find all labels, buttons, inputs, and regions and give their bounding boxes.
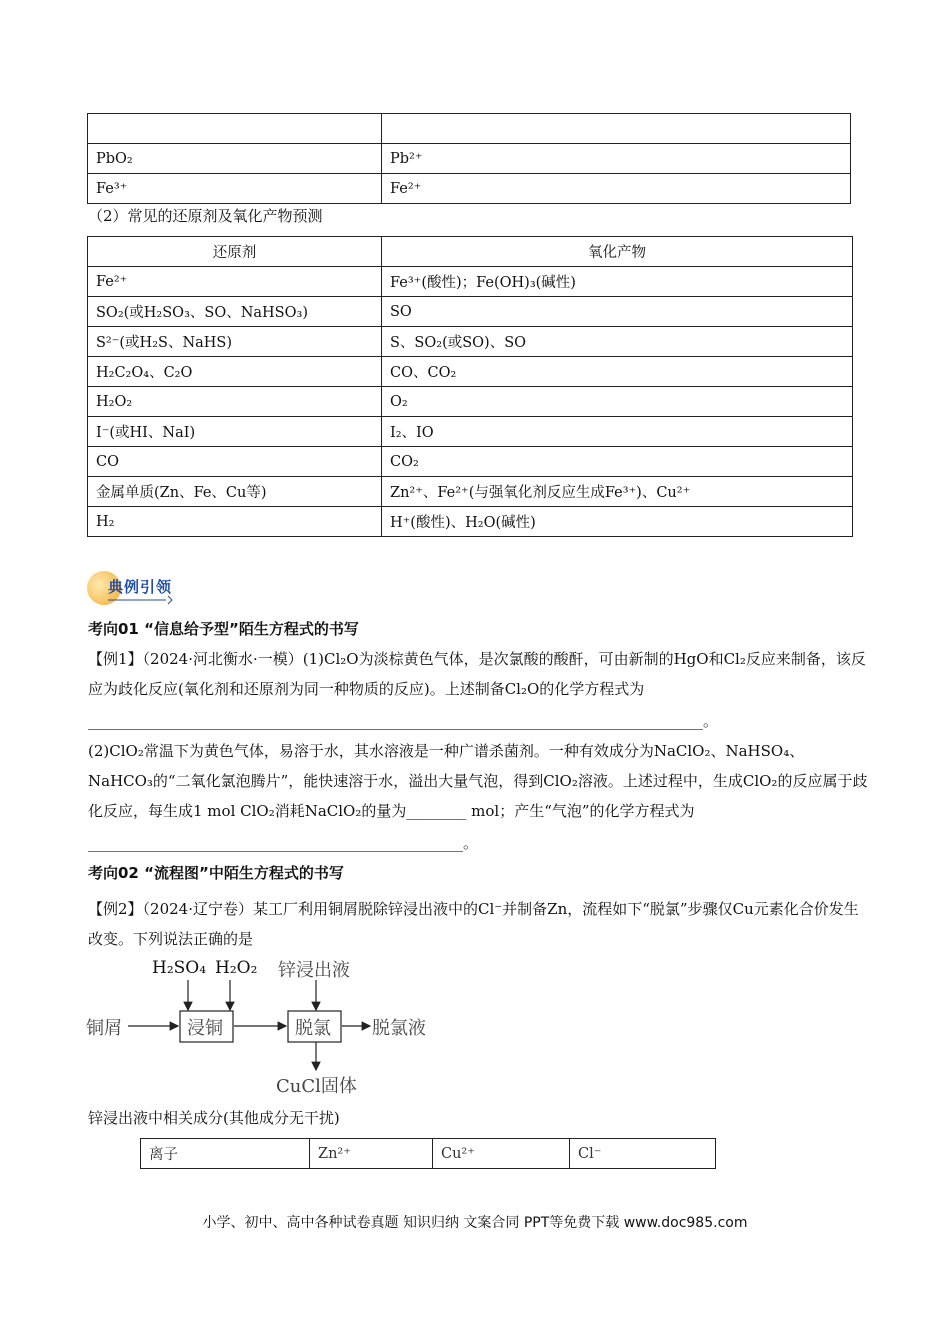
table-cell: Pb²⁺ bbox=[382, 144, 851, 174]
ion-table bbox=[140, 1138, 716, 1169]
table-cell: I₂、IO bbox=[382, 417, 853, 447]
oxidant-product-table-tail bbox=[87, 113, 851, 204]
table-row bbox=[141, 1139, 716, 1169]
column-header: 还原剂 bbox=[88, 237, 382, 267]
table-cell: Fe³⁺(酸性)；Fe(OH)₃(碱性) bbox=[382, 267, 853, 297]
table-row bbox=[88, 114, 851, 144]
reagent-label: H₂SO₄ bbox=[152, 958, 207, 978]
table-cell: CO、CO₂ bbox=[382, 357, 853, 387]
table-cell: Cl⁻ bbox=[570, 1139, 716, 1169]
process-flow-diagram bbox=[80, 952, 480, 1102]
table-cell: H⁺(酸性)、H₂O(碱性) bbox=[382, 507, 853, 537]
table-cell: H₂C₂O₄、C₂O bbox=[88, 357, 382, 387]
table-row bbox=[88, 297, 853, 327]
table-row bbox=[88, 447, 853, 477]
answer-blank: __________________________________________________。 bbox=[88, 834, 479, 852]
table-cell: H₂O₂ bbox=[88, 387, 382, 417]
table-cell: SO bbox=[382, 297, 853, 327]
example1-part2-text: (2)ClO₂常温下为黄色气体，易溶于水，其水溶液是一种广谱杀菌剂。一种有效成分为NaClO₂、NaHSO₄、NaHCO₃的“二氧化氯泡腾片”，能快速溶于水，溢出大量气泡，得到ClO₂溶液。上述过程中，生成ClO₂的反应属于歧化反应，每生成1 mol ClO₂消耗NaClO₂的量为________ mol；产生“气泡”的化学方程式为 bbox=[88, 742, 868, 820]
section-heading: 考向02 “流程图”中陌生方程式的书写 bbox=[88, 864, 344, 882]
table-cell: CO₂ bbox=[382, 447, 853, 477]
table-cell: Zn²⁺、Fe²⁺(与强氧化剂反应生成Fe³⁺)、Cu²⁺ bbox=[382, 477, 853, 507]
table-cell: 离子 bbox=[141, 1139, 310, 1169]
table-row bbox=[88, 417, 853, 447]
table-row bbox=[88, 267, 853, 297]
table-cell: Fe²⁺ bbox=[88, 267, 382, 297]
table-cell: O₂ bbox=[382, 387, 853, 417]
table-row bbox=[88, 387, 853, 417]
example1-text: 【例1】（2024·河北衡水·一模）(1)Cl₂O为淡棕黄色气体，是次氯酸的酸酐，可由新制的HgO和Cl₂反应来制备，该反应为歧化反应(氧化剂和还原剂为同一种物质的反应)。上述制备Cl₂O的化学方程式为 bbox=[88, 650, 866, 698]
reductant-product-table bbox=[87, 236, 853, 537]
table-cell: Fe³⁺ bbox=[88, 174, 382, 204]
table-cell: I⁻(或HI、NaI) bbox=[88, 417, 382, 447]
table-cell: Zn²⁺ bbox=[310, 1139, 433, 1169]
table-cell: S²⁻(或H₂S、NaHS) bbox=[88, 327, 382, 357]
input-label: 铜屑 bbox=[86, 1018, 122, 1039]
table-row bbox=[88, 144, 851, 174]
table-row bbox=[88, 327, 853, 357]
output-label: CuCl固体 bbox=[276, 1076, 357, 1097]
table-cell: Fe²⁺ bbox=[382, 174, 851, 204]
process-step: 浸铜 bbox=[187, 1018, 223, 1039]
example-badge bbox=[86, 570, 178, 606]
table-cell: S、SO₂(或SO)、SO bbox=[382, 327, 853, 357]
table-header-row bbox=[88, 237, 853, 267]
table-cell: CO bbox=[88, 447, 382, 477]
table-cell bbox=[88, 114, 382, 144]
example2-text: 【例2】（2024·辽宁卷）某工厂利用铜屑脱除锌浸出液中的Cl⁻并制备Zn，流程如下“脱氯”步骤仅Cu元素化合价发生改变。下列说法正确的是 bbox=[88, 900, 859, 948]
reagent-label: 锌浸出液 bbox=[278, 960, 350, 981]
output-label: 脱氯液 bbox=[372, 1018, 426, 1039]
page-footer: 小学、初中、高中各种试卷真题 知识归纳 文案合同 PPT等免费下载 www.doc985.com bbox=[202, 1215, 748, 1231]
table-cell: H₂ bbox=[88, 507, 382, 537]
table-cell: Cu²⁺ bbox=[433, 1139, 570, 1169]
section-heading: 考向01 “信息给予型”陌生方程式的书写 bbox=[88, 620, 359, 638]
process-step: 脱氯 bbox=[295, 1018, 331, 1039]
reagent-label: H₂O₂ bbox=[215, 958, 258, 978]
table-caption: 锌浸出液中相关成分(其他成分无干扰) bbox=[88, 1109, 340, 1127]
column-header: 氧化产物 bbox=[382, 237, 853, 267]
table-row bbox=[88, 477, 853, 507]
table-cell bbox=[382, 114, 851, 144]
table-row bbox=[88, 357, 853, 387]
table-cell: 金属单质(Zn、Fe、Cu等) bbox=[88, 477, 382, 507]
badge-label: 典例引领 bbox=[108, 578, 173, 596]
table-cell: SO₂(或H₂SO₃、SO、NaHSO₃) bbox=[88, 297, 382, 327]
answer-blank: __________________________________________________________________________________。 bbox=[88, 712, 719, 730]
table-cell: PbO₂ bbox=[88, 144, 382, 174]
section-title: （2）常见的还原剂及氧化产物预测 bbox=[88, 207, 323, 225]
table-row bbox=[88, 174, 851, 204]
table-row bbox=[88, 507, 853, 537]
